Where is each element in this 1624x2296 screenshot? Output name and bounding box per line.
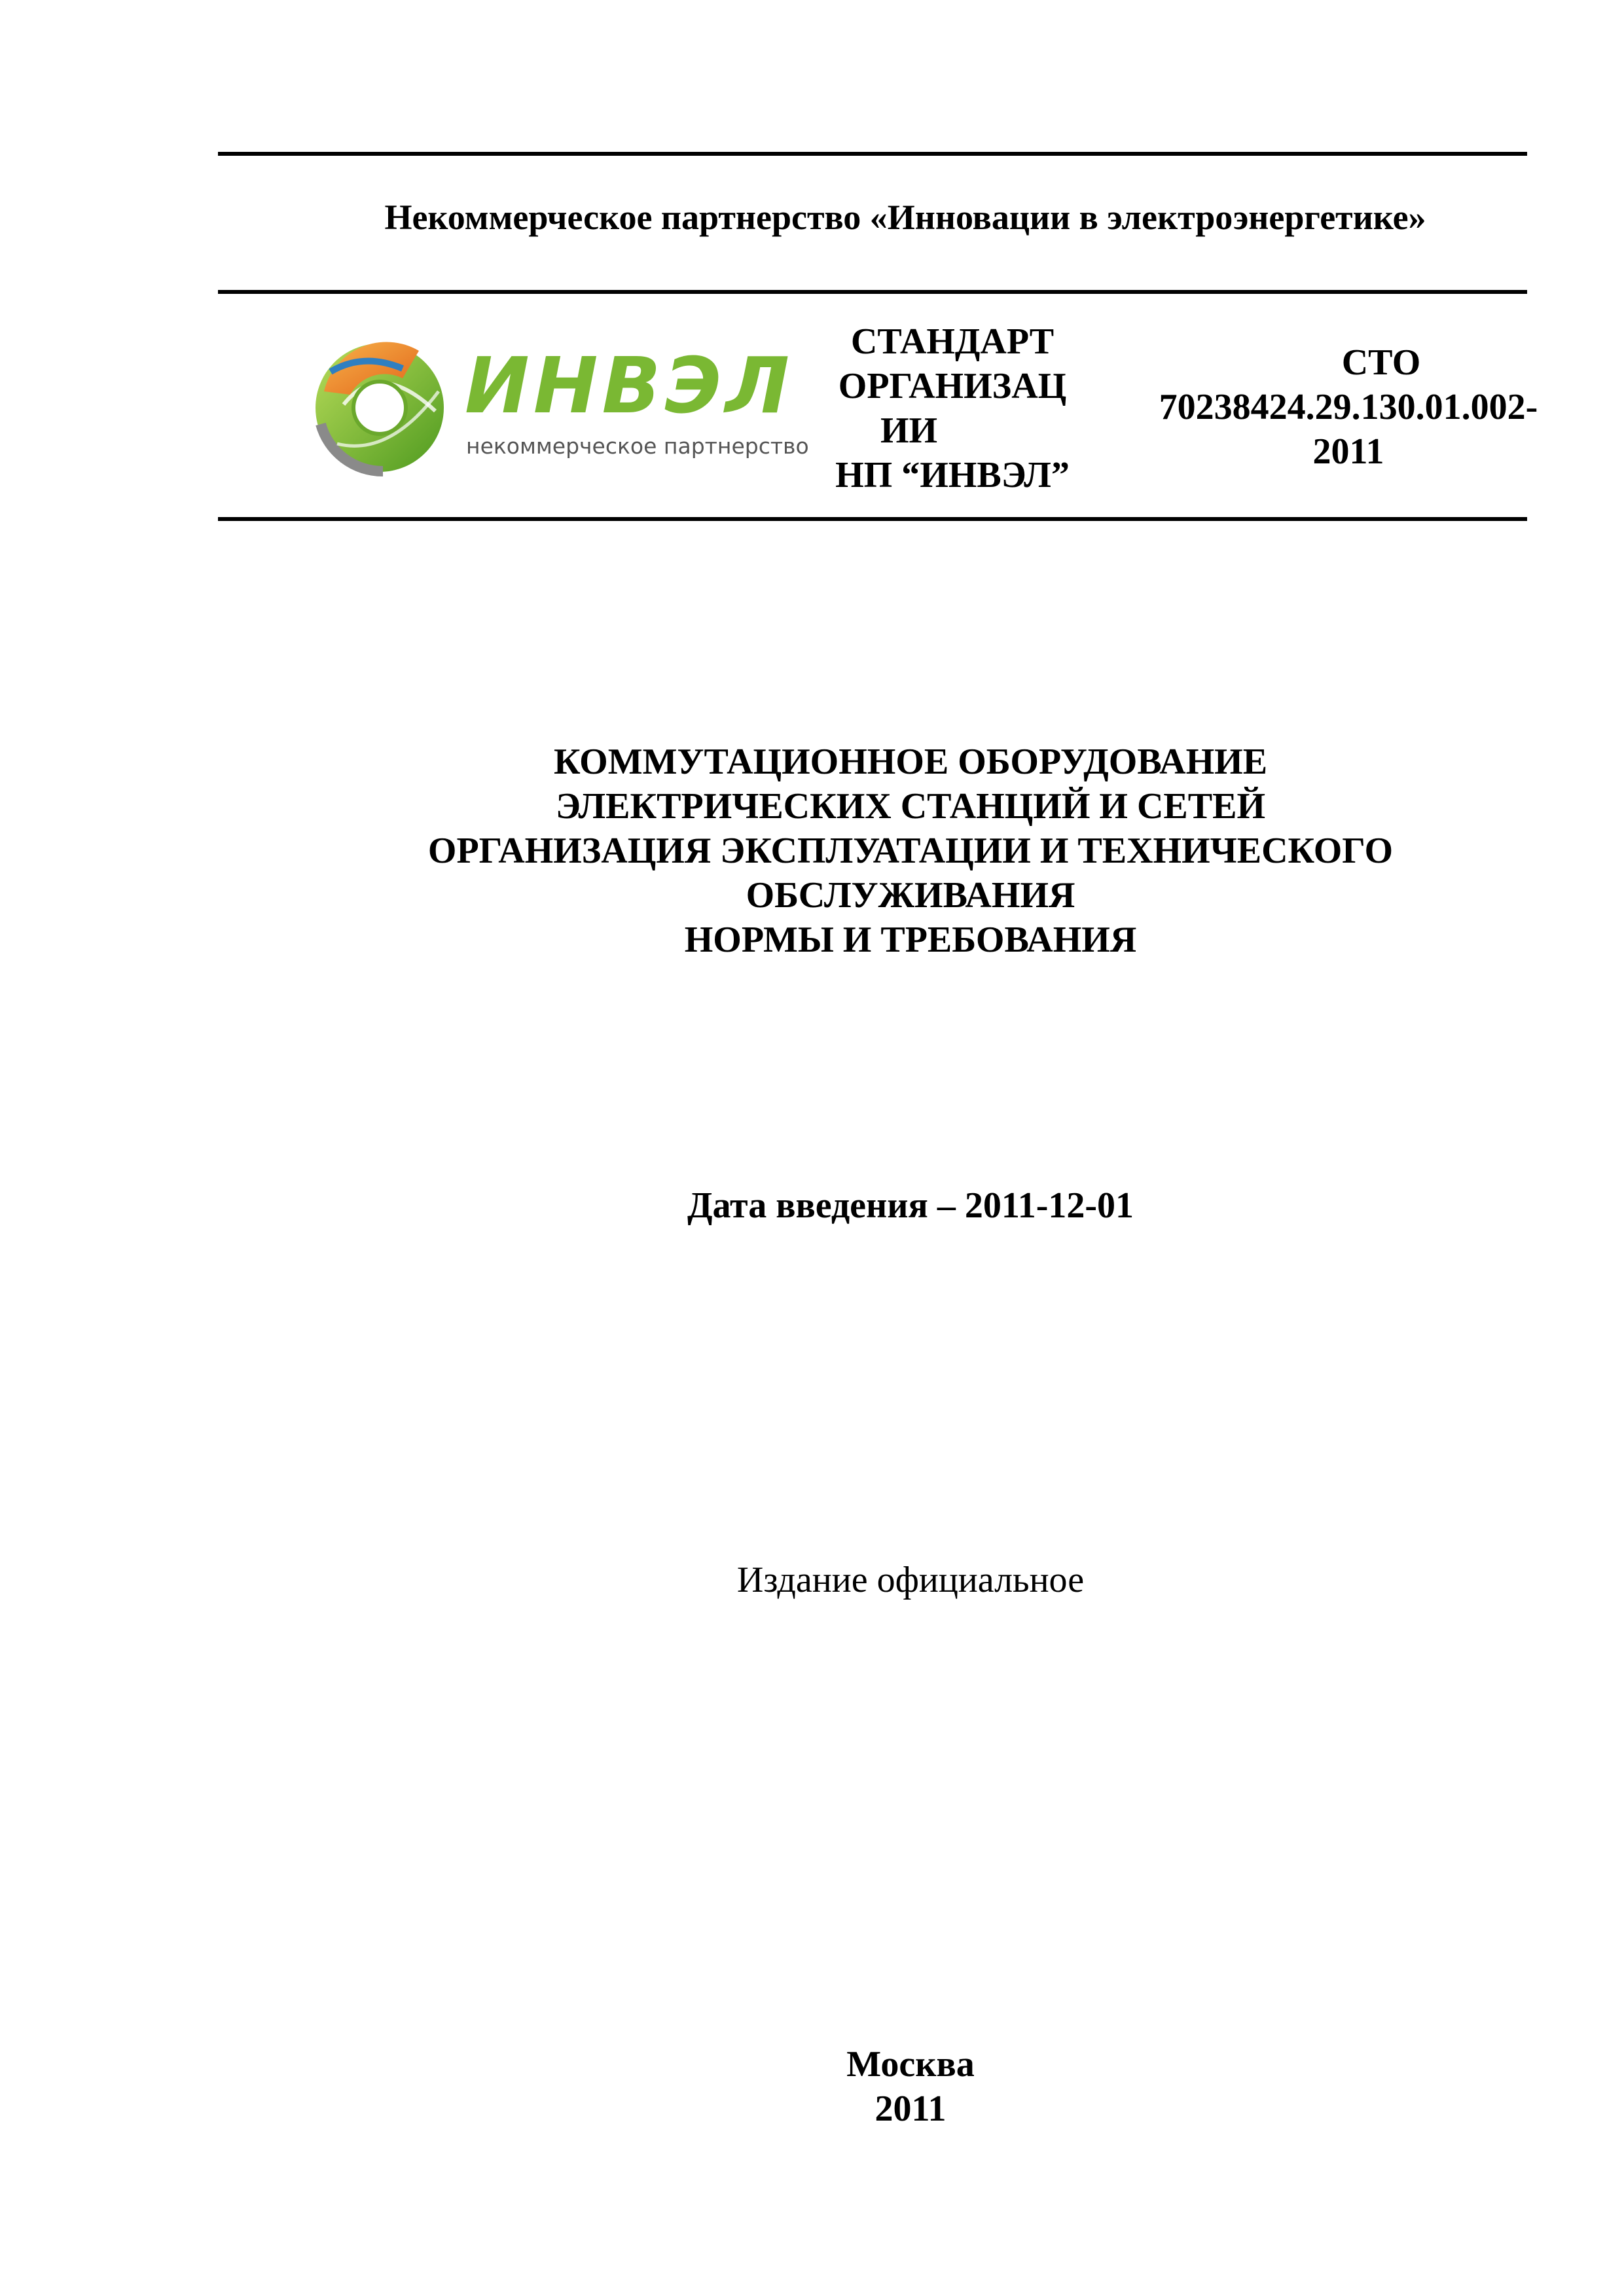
standard-label-line: СТАНДАРТ: [850, 321, 1055, 362]
effective-date: Дата введения – 2011-12-01: [687, 1185, 1134, 1226]
title-line: ОБСЛУЖИВАНИЯ: [746, 875, 1075, 916]
header-bottom-rule: [218, 517, 1527, 521]
top-rule: [218, 152, 1527, 156]
standard-code-line: 70238424.29.130.01.002-: [1159, 387, 1538, 427]
standard-label-line: ОРГАНИЗАЦ: [838, 366, 1067, 406]
logo-wordmark: ИНВЭЛ: [465, 340, 794, 431]
document-title: [218, 740, 1603, 962]
header-rule: [218, 290, 1527, 294]
standard-label-line: НП “ИНВЭЛ”: [835, 455, 1070, 495]
title-line: ОРГАНИЗАЦИЯ ЭКСПЛУАТАЦИИ И ТЕХНИЧЕСКОГО: [427, 831, 1394, 871]
standard-code-line: СТО: [1341, 342, 1421, 383]
title-line: КОММУТАЦИОННОЕ ОБОРУДОВАНИЕ: [553, 742, 1268, 782]
title-line: НОРМЫ И ТРЕБОВАНИЯ: [684, 920, 1137, 960]
edition-note: Издание официальное: [736, 1560, 1085, 1600]
title-line: ЭЛЕКТРИЧЕСКИХ СТАНЦИЙ И СЕТЕЙ: [555, 786, 1266, 827]
standard-label: [815, 319, 1090, 497]
standard-code-line: 2011: [1312, 431, 1384, 472]
publication-year: 2011: [875, 2089, 947, 2129]
organization-name: Некоммерческое партнерство «Инновации в электроэнергетике»: [384, 198, 1426, 237]
standard-label-line: ИИ: [880, 410, 938, 451]
publication-place: [218, 2042, 1603, 2131]
city-name: Москва: [846, 2044, 975, 2085]
standard-code: [1106, 340, 1591, 474]
logo-tagline: некоммерческое партнерство: [466, 433, 809, 459]
